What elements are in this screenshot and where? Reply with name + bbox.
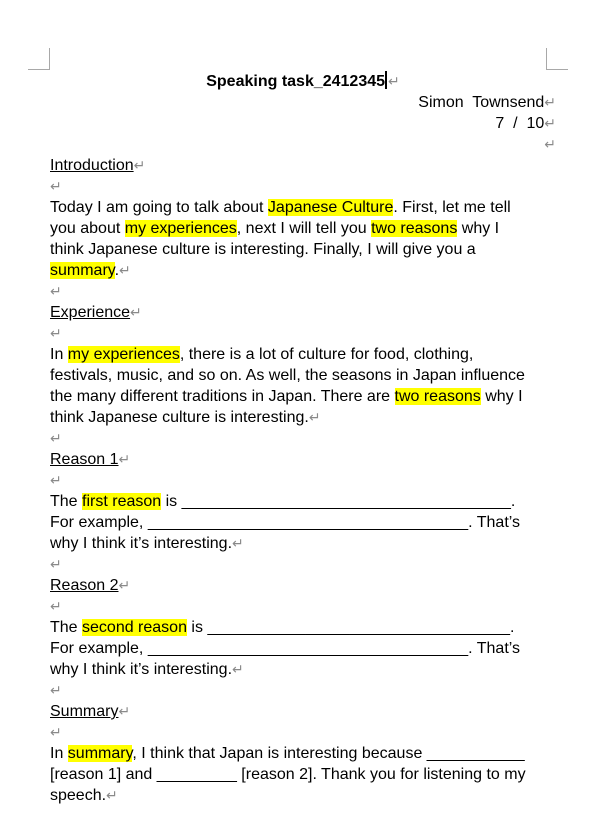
section-heading: Reason 2 (50, 577, 119, 594)
paragraph-mark-icon: ↵ (50, 473, 62, 489)
paragraph-reason2-line-1 (50, 617, 556, 638)
paragraph-mark-icon: ↵ (50, 725, 62, 741)
paragraph-experience-line-1 (50, 344, 556, 365)
document-body (50, 71, 556, 806)
title-line (50, 71, 556, 92)
author-line (50, 92, 556, 113)
paragraph-reason2-line-3 (50, 659, 556, 680)
text-run: . (510, 493, 516, 510)
fill-in-blank: ____________________________________ (147, 640, 469, 657)
text-run: why I think it’s interesting. (50, 661, 233, 678)
paragraph-experience-line-3 (50, 386, 556, 407)
paragraph-mark-icon: ↵ (232, 662, 244, 678)
fill-in-blank: _________ (156, 766, 237, 783)
heading-reason-2 (50, 575, 556, 596)
paragraph-intro-line-3 (50, 239, 556, 260)
text-run: . (509, 619, 515, 636)
highlight-two-reasons: two reasons (371, 220, 458, 237)
paragraph-mark-icon: ↵ (544, 137, 556, 153)
text-run: . That’s (468, 514, 521, 531)
paragraph-reason1-line-2 (50, 512, 556, 533)
margin-crop-mark-top-right (546, 48, 568, 70)
section-heading: Summary (50, 703, 119, 720)
paragraph-mark-icon: ↵ (50, 431, 62, 447)
paragraph-mark-icon: ↵ (133, 158, 146, 174)
text-run: . (114, 262, 120, 279)
highlight-my-experiences: my experiences (67, 346, 180, 363)
blank-line (50, 722, 556, 743)
text-run: In (50, 346, 68, 363)
paragraph-mark-icon: ↵ (106, 788, 118, 804)
paragraph-experience-line-2 (50, 365, 556, 386)
text-run: festivals, music, and so on. As well, the seasons in Japan influence (50, 367, 525, 384)
blank-line (50, 554, 556, 575)
text-run: . First, let me tell (393, 199, 511, 216)
paragraph-mark-icon: ↵ (388, 74, 400, 90)
text-run: In (50, 745, 68, 762)
text-run: , there is a lot of culture for food, clothing, (179, 346, 474, 363)
paragraph-reason2-line-2 (50, 638, 556, 659)
paragraph-mark-icon: ↵ (50, 179, 62, 195)
heading-reason-1 (50, 449, 556, 470)
paragraph-mark-icon: ↵ (50, 599, 62, 615)
paragraph-experience-line-4 (50, 407, 556, 428)
blank-line (50, 323, 556, 344)
highlight-my-experiences: my experiences (124, 220, 237, 237)
highlight-two-reasons: two reasons (394, 388, 481, 405)
blank-line (50, 134, 556, 155)
paragraph-reason1-line-3 (50, 533, 556, 554)
text-run: is (186, 619, 208, 636)
paragraph-mark-icon: ↵ (308, 410, 321, 426)
paragraph-summary-line-3 (50, 785, 556, 806)
text-run: , next I will tell you (236, 220, 372, 237)
blank-line (50, 680, 556, 701)
text-run: [reason 1] and (50, 766, 157, 783)
text-run: For example, (50, 514, 148, 531)
text-run: why I think it’s interesting. (50, 535, 233, 552)
paragraph-reason1-line-1 (50, 491, 556, 512)
paragraph-intro-line-1 (50, 197, 556, 218)
blank-line (50, 596, 556, 617)
text-run: why I (480, 388, 523, 405)
paragraph-intro-line-2 (50, 218, 556, 239)
text-run: For example, (50, 640, 148, 657)
highlight-first-reason: first reason (82, 493, 162, 510)
section-heading: Reason 1 (50, 451, 119, 468)
paragraph-summary-line-2 (50, 764, 556, 785)
fill-in-blank: ___________ (426, 745, 525, 762)
author-name: Simon Townsend (418, 94, 545, 111)
text-run: . That’s (468, 640, 521, 657)
paragraph-mark-icon: ↵ (50, 683, 62, 699)
score-value: 7 / 10 (495, 115, 545, 132)
paragraph-mark-icon: ↵ (232, 536, 244, 552)
score-line (50, 113, 556, 134)
margin-crop-mark-top-left (28, 48, 50, 70)
blank-line (50, 281, 556, 302)
text-run: is (161, 493, 182, 510)
paragraph-mark-icon: ↵ (118, 704, 131, 720)
text-run: think Japanese culture is interesting. (50, 409, 309, 426)
heading-summary (50, 701, 556, 722)
highlight-japanese-culture: Japanese Culture (267, 199, 394, 216)
paragraph-mark-icon: ↵ (50, 284, 62, 300)
heading-introduction (50, 155, 556, 176)
fill-in-blank: _____________________________________ (181, 493, 511, 510)
text-run: speech. (50, 787, 107, 804)
paragraph-summary-line-1 (50, 743, 556, 764)
highlight-summary: summary (50, 262, 115, 279)
highlight-second-reason: second reason (82, 619, 187, 636)
blank-line (50, 470, 556, 491)
section-heading: Introduction (50, 157, 134, 174)
highlight-summary: summary (67, 745, 133, 762)
text-run: you about (50, 220, 125, 237)
text-run: The (50, 493, 83, 510)
text-run: , I think that Japan is interesting because (132, 745, 427, 762)
section-heading: Experience (50, 304, 131, 321)
document-title: Speaking task_2412345 (206, 73, 386, 90)
fill-in-blank: ____________________________________ (147, 514, 469, 531)
paragraph-mark-icon: ↵ (544, 116, 556, 132)
paragraph-mark-icon: ↵ (119, 263, 131, 279)
text-cursor (385, 71, 387, 89)
paragraph-mark-icon: ↵ (50, 557, 62, 573)
text-run: why I (457, 220, 500, 237)
text-run: [reason 2]. Thank you for listening to my (236, 766, 526, 783)
text-run: think Japanese culture is interesting. Finally, I will give you a (50, 241, 476, 258)
paragraph-mark-icon: ↵ (118, 452, 131, 468)
paragraph-mark-icon: ↵ (544, 95, 556, 111)
text-run: The (50, 619, 83, 636)
paragraph-intro-line-4 (50, 260, 556, 281)
fill-in-blank: __________________________________ (207, 619, 510, 636)
paragraph-mark-icon: ↵ (130, 305, 142, 321)
text-run: Today I am going to talk about (50, 199, 268, 216)
paragraph-mark-icon: ↵ (50, 326, 62, 342)
text-run: the many different traditions in Japan. There are (50, 388, 395, 405)
blank-line (50, 428, 556, 449)
heading-experience (50, 302, 556, 323)
paragraph-mark-icon: ↵ (118, 578, 131, 594)
blank-line (50, 176, 556, 197)
